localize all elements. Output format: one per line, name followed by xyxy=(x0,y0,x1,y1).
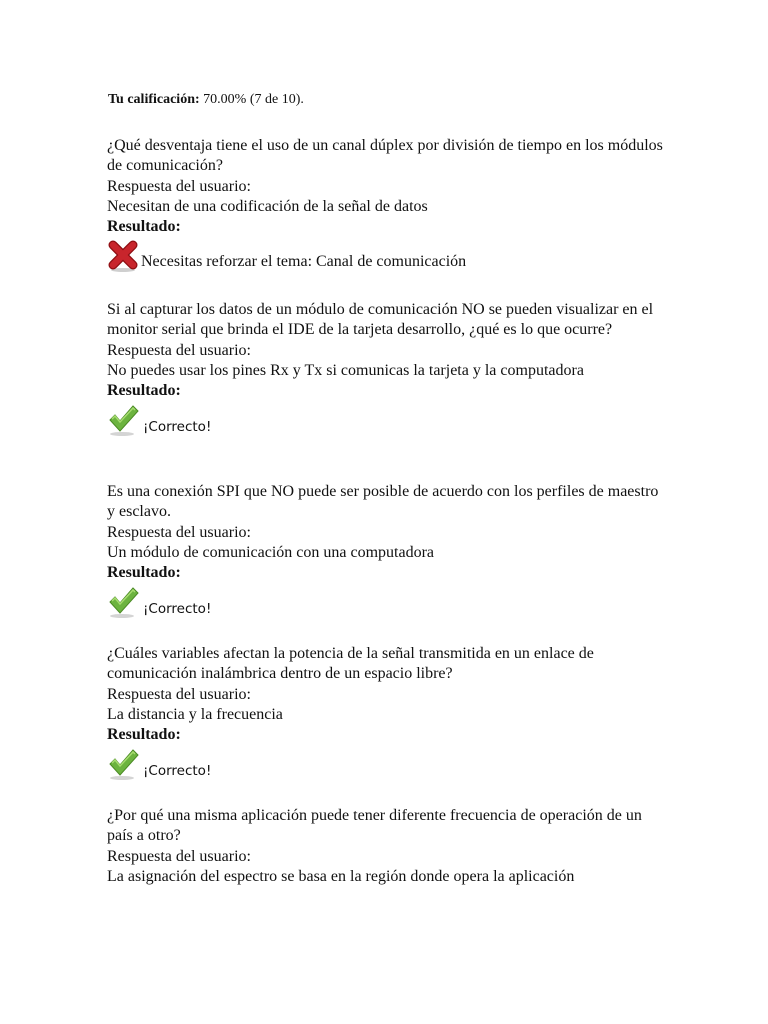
feedback-text: ¡Correcto! xyxy=(143,419,212,436)
question-block xyxy=(107,644,667,781)
user-answer-label: Respuesta del usuario: xyxy=(107,685,251,703)
user-answer: No puedes usar los pines Rx y Tx si comunicas la tarjeta y la computadora xyxy=(107,361,584,379)
result-feedback xyxy=(107,583,667,619)
green-check-icon xyxy=(107,403,139,437)
user-answer-label: Respuesta del usuario: xyxy=(107,847,251,865)
result-label: Resultado: xyxy=(107,564,181,582)
result-feedback xyxy=(107,745,667,781)
green-check-icon xyxy=(107,747,139,781)
question-block xyxy=(107,300,667,437)
score-value: 70.00% (7 de 10). xyxy=(203,92,304,107)
question-text: ¿Qué desventaja tiene el uso de un canal dúplex por división de tiempo en los módulos de comunicación? xyxy=(107,137,663,175)
user-answer-label: Respuesta del usuario: xyxy=(107,523,251,541)
question-block xyxy=(107,806,667,887)
user-answer-label: Respuesta del usuario: xyxy=(107,341,251,359)
question-block xyxy=(107,482,667,619)
green-check-icon xyxy=(107,585,139,619)
user-answer-label: Respuesta del usuario: xyxy=(107,177,251,195)
result-feedback xyxy=(107,401,667,437)
user-answer: Necesitan de una codificación de la señal de datos xyxy=(107,197,428,215)
feedback-text: Necesitas reforzar el tema: Canal de comunicación xyxy=(141,253,467,271)
question-block xyxy=(107,136,667,273)
feedback-text: ¡Correcto! xyxy=(143,763,212,780)
question-text: Si al capturar los datos de un módulo de comunicación NO se pueden visualizar en el monitor serial que brinda el IDE de la tarjeta desarrollo, ¿qué es lo que ocurre? xyxy=(107,301,654,339)
score-label: Tu calificación: xyxy=(108,92,200,107)
feedback-text: ¡Correcto! xyxy=(143,601,212,618)
question-text: Es una conexión SPI que NO puede ser posible de acuerdo con los perfiles de maestro y esclavo. xyxy=(107,483,659,521)
result-label: Resultado: xyxy=(107,218,181,236)
user-answer: La asignación del espectro se basa en la región donde opera la aplicación xyxy=(107,867,575,885)
result-label: Resultado: xyxy=(107,726,181,744)
red-cross-icon xyxy=(107,239,139,273)
user-answer: La distancia y la frecuencia xyxy=(107,705,283,723)
score-line xyxy=(108,92,304,108)
question-text: ¿Cuáles variables afectan la potencia de la señal transmitida en un enlace de comunicación inalámbrica dentro de un espacio libre? xyxy=(107,645,594,683)
question-text: ¿Por qué una misma aplicación puede tener diferente frecuencia de operación de un país a otro? xyxy=(107,807,642,845)
result-feedback xyxy=(107,237,667,273)
user-answer: Un módulo de comunicación con una computadora xyxy=(107,543,435,561)
result-label: Resultado: xyxy=(107,382,181,400)
